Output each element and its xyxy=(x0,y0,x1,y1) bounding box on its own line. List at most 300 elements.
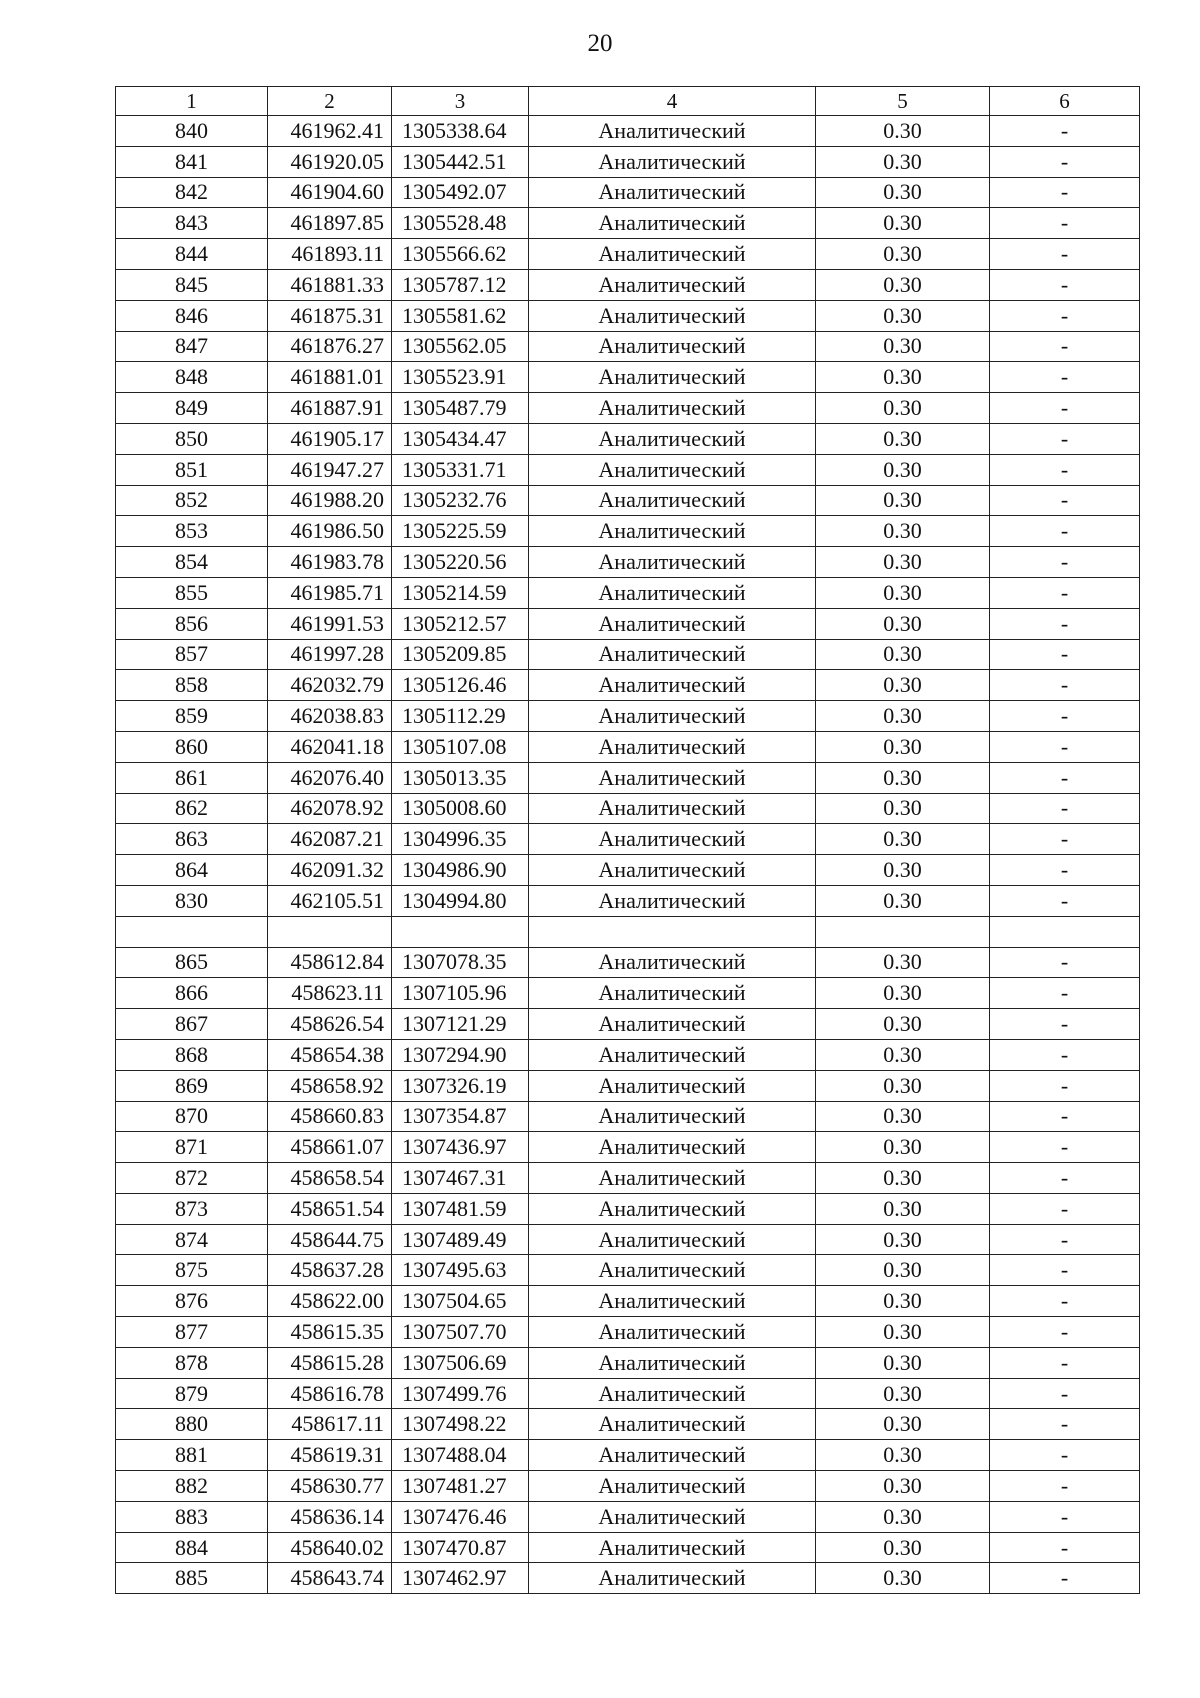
point-number-cell: 864 xyxy=(116,855,268,886)
x-coordinate-cell: 458660.83 xyxy=(268,1101,392,1132)
note-cell: - xyxy=(990,1347,1140,1378)
table-row xyxy=(116,116,1140,147)
column-header: 5 xyxy=(816,87,990,116)
y-coordinate-cell: 1305126.46 xyxy=(392,670,529,701)
table-row xyxy=(116,1163,1140,1194)
point-number-cell: 857 xyxy=(116,639,268,670)
note-cell: - xyxy=(990,208,1140,239)
x-coordinate-cell: 458615.35 xyxy=(268,1317,392,1348)
point-number-cell: 840 xyxy=(116,116,268,147)
method-cell: Аналитический xyxy=(529,516,816,547)
x-coordinate-cell: 462076.40 xyxy=(268,762,392,793)
table-row xyxy=(116,916,1140,947)
method-cell: Аналитический xyxy=(529,1193,816,1224)
x-coordinate-cell: 461897.85 xyxy=(268,208,392,239)
note-cell: - xyxy=(990,547,1140,578)
method-cell: Аналитический xyxy=(529,577,816,608)
note-cell: - xyxy=(990,1163,1140,1194)
method-cell: Аналитический xyxy=(529,1347,816,1378)
note-cell: - xyxy=(990,824,1140,855)
note-cell: - xyxy=(990,731,1140,762)
table-row xyxy=(116,1039,1140,1070)
table-row xyxy=(116,1501,1140,1532)
note-cell: - xyxy=(990,1440,1140,1471)
point-number-cell: 877 xyxy=(116,1317,268,1348)
y-coordinate-cell: 1307504.65 xyxy=(392,1286,529,1317)
column-header: 1 xyxy=(116,87,268,116)
note-cell: - xyxy=(990,146,1140,177)
x-coordinate-cell: 461905.17 xyxy=(268,423,392,454)
note-cell: - xyxy=(990,1255,1140,1286)
point-number-cell: 870 xyxy=(116,1101,268,1132)
y-coordinate-cell: 1305566.62 xyxy=(392,239,529,270)
table-row xyxy=(116,1378,1140,1409)
method-cell: Аналитический xyxy=(529,146,816,177)
method-cell: Аналитический xyxy=(529,1440,816,1471)
y-coordinate-cell: 1307294.90 xyxy=(392,1039,529,1070)
point-number-cell: 847 xyxy=(116,331,268,362)
note-cell: - xyxy=(990,1532,1140,1563)
table-row xyxy=(116,639,1140,670)
note-cell: - xyxy=(990,670,1140,701)
method-cell: Аналитический xyxy=(529,1070,816,1101)
column-header: 6 xyxy=(990,87,1140,116)
y-coordinate-cell: 1305528.48 xyxy=(392,208,529,239)
note-cell: - xyxy=(990,1378,1140,1409)
accuracy-cell: 0.30 xyxy=(816,300,990,331)
x-coordinate-cell: 461904.60 xyxy=(268,177,392,208)
x-coordinate-cell xyxy=(268,916,392,947)
point-number-cell: 851 xyxy=(116,454,268,485)
x-coordinate-cell: 458630.77 xyxy=(268,1471,392,1502)
x-coordinate-cell: 461988.20 xyxy=(268,485,392,516)
accuracy-cell: 0.30 xyxy=(816,1193,990,1224)
table-row xyxy=(116,208,1140,239)
note-cell: - xyxy=(990,1132,1140,1163)
method-cell: Аналитический xyxy=(529,177,816,208)
note-cell: - xyxy=(990,516,1140,547)
accuracy-cell: 0.30 xyxy=(816,423,990,454)
method-cell: Аналитический xyxy=(529,269,816,300)
method-cell: Аналитический xyxy=(529,331,816,362)
y-coordinate-cell: 1307470.87 xyxy=(392,1532,529,1563)
method-cell: Аналитический xyxy=(529,1317,816,1348)
table-row xyxy=(116,1532,1140,1563)
method-cell: Аналитический xyxy=(529,547,816,578)
table-row xyxy=(116,300,1140,331)
accuracy-cell: 0.30 xyxy=(816,393,990,424)
note-cell: - xyxy=(990,177,1140,208)
point-number-cell: 885 xyxy=(116,1563,268,1594)
y-coordinate-cell: 1305220.56 xyxy=(392,547,529,578)
y-coordinate-cell: 1305434.47 xyxy=(392,423,529,454)
y-coordinate-cell: 1305523.91 xyxy=(392,362,529,393)
note-cell: - xyxy=(990,1563,1140,1594)
point-number-cell: 850 xyxy=(116,423,268,454)
point-number-cell: 865 xyxy=(116,947,268,978)
note-cell: - xyxy=(990,423,1140,454)
method-cell: Аналитический xyxy=(529,1255,816,1286)
y-coordinate-cell: 1305013.35 xyxy=(392,762,529,793)
accuracy-cell: 0.30 xyxy=(816,855,990,886)
table-row xyxy=(116,269,1140,300)
accuracy-cell: 0.30 xyxy=(816,1286,990,1317)
accuracy-cell: 0.30 xyxy=(816,1009,990,1040)
y-coordinate-cell xyxy=(392,916,529,947)
method-cell: Аналитический xyxy=(529,1132,816,1163)
y-coordinate-cell: 1305209.85 xyxy=(392,639,529,670)
x-coordinate-cell: 458658.92 xyxy=(268,1070,392,1101)
table-row xyxy=(116,454,1140,485)
point-number-cell: 853 xyxy=(116,516,268,547)
point-number-cell: 861 xyxy=(116,762,268,793)
accuracy-cell: 0.30 xyxy=(816,362,990,393)
table-row xyxy=(116,1224,1140,1255)
note-cell: - xyxy=(990,701,1140,732)
table-row xyxy=(116,978,1140,1009)
point-number-cell: 876 xyxy=(116,1286,268,1317)
method-cell: Аналитический xyxy=(529,116,816,147)
x-coordinate-cell: 461962.41 xyxy=(268,116,392,147)
column-header: 4 xyxy=(529,87,816,116)
point-number-cell: 854 xyxy=(116,547,268,578)
table-row xyxy=(116,1440,1140,1471)
accuracy-cell: 0.30 xyxy=(816,1317,990,1348)
y-coordinate-cell: 1307462.97 xyxy=(392,1563,529,1594)
y-coordinate-cell: 1305232.76 xyxy=(392,485,529,516)
note-cell: - xyxy=(990,1501,1140,1532)
y-coordinate-cell: 1307326.19 xyxy=(392,1070,529,1101)
x-coordinate-cell: 461920.05 xyxy=(268,146,392,177)
table-row xyxy=(116,1009,1140,1040)
point-number-cell: 848 xyxy=(116,362,268,393)
note-cell xyxy=(990,916,1140,947)
method-cell: Аналитический xyxy=(529,1009,816,1040)
x-coordinate-cell: 458644.75 xyxy=(268,1224,392,1255)
note-cell: - xyxy=(990,454,1140,485)
accuracy-cell: 0.30 xyxy=(816,485,990,516)
method-cell: Аналитический xyxy=(529,1563,816,1594)
accuracy-cell: 0.30 xyxy=(816,577,990,608)
table-row xyxy=(116,577,1140,608)
point-number-cell: 878 xyxy=(116,1347,268,1378)
x-coordinate-cell: 461983.78 xyxy=(268,547,392,578)
x-coordinate-cell: 458651.54 xyxy=(268,1193,392,1224)
accuracy-cell: 0.30 xyxy=(816,762,990,793)
accuracy-cell: 0.30 xyxy=(816,146,990,177)
column-header: 2 xyxy=(268,87,392,116)
table-row xyxy=(116,947,1140,978)
accuracy-cell: 0.30 xyxy=(816,1039,990,1070)
page-number: 20 xyxy=(587,30,613,57)
y-coordinate-cell: 1307078.35 xyxy=(392,947,529,978)
y-coordinate-cell: 1305212.57 xyxy=(392,608,529,639)
point-number-cell: 874 xyxy=(116,1224,268,1255)
table-row xyxy=(116,1317,1140,1348)
x-coordinate-cell: 458622.00 xyxy=(268,1286,392,1317)
y-coordinate-cell: 1305562.05 xyxy=(392,331,529,362)
method-cell: Аналитический xyxy=(529,885,816,916)
y-coordinate-cell: 1307436.97 xyxy=(392,1132,529,1163)
point-number-cell: 881 xyxy=(116,1440,268,1471)
point-number-cell: 856 xyxy=(116,608,268,639)
x-coordinate-cell: 462087.21 xyxy=(268,824,392,855)
x-coordinate-cell: 458626.54 xyxy=(268,1009,392,1040)
point-number-cell: 882 xyxy=(116,1471,268,1502)
accuracy-cell: 0.30 xyxy=(816,177,990,208)
y-coordinate-cell: 1305112.29 xyxy=(392,701,529,732)
x-coordinate-cell: 461947.27 xyxy=(268,454,392,485)
point-number-cell: 880 xyxy=(116,1409,268,1440)
accuracy-cell: 0.30 xyxy=(816,1163,990,1194)
table-row xyxy=(116,855,1140,886)
y-coordinate-cell: 1307495.63 xyxy=(392,1255,529,1286)
point-number-cell: 867 xyxy=(116,1009,268,1040)
y-coordinate-cell: 1305492.07 xyxy=(392,177,529,208)
table-row xyxy=(116,177,1140,208)
method-cell: Аналитический xyxy=(529,485,816,516)
method-cell: Аналитический xyxy=(529,393,816,424)
point-number-cell: 862 xyxy=(116,793,268,824)
y-coordinate-cell: 1307481.59 xyxy=(392,1193,529,1224)
point-number-cell: 845 xyxy=(116,269,268,300)
note-cell: - xyxy=(990,393,1140,424)
y-coordinate-cell: 1304986.90 xyxy=(392,855,529,886)
table-row xyxy=(116,1132,1140,1163)
point-number-cell: 873 xyxy=(116,1193,268,1224)
accuracy-cell: 0.30 xyxy=(816,1471,990,1502)
table-row xyxy=(116,731,1140,762)
accuracy-cell: 0.30 xyxy=(816,824,990,855)
accuracy-cell: 0.30 xyxy=(816,1440,990,1471)
note-cell: - xyxy=(990,1101,1140,1132)
x-coordinate-cell: 461986.50 xyxy=(268,516,392,547)
accuracy-cell: 0.30 xyxy=(816,947,990,978)
method-cell: Аналитический xyxy=(529,1378,816,1409)
x-coordinate-cell: 458643.74 xyxy=(268,1563,392,1594)
table-row xyxy=(116,393,1140,424)
note-cell: - xyxy=(990,608,1140,639)
x-coordinate-cell: 458636.14 xyxy=(268,1501,392,1532)
table-row xyxy=(116,1101,1140,1132)
table-row xyxy=(116,608,1140,639)
method-cell: Аналитический xyxy=(529,423,816,454)
x-coordinate-cell: 461991.53 xyxy=(268,608,392,639)
accuracy-cell: 0.30 xyxy=(816,670,990,701)
accuracy-cell: 0.30 xyxy=(816,731,990,762)
y-coordinate-cell: 1305225.59 xyxy=(392,516,529,547)
accuracy-cell: 0.30 xyxy=(816,1532,990,1563)
point-number-cell: 884 xyxy=(116,1532,268,1563)
x-coordinate-cell: 458658.54 xyxy=(268,1163,392,1194)
method-cell: Аналитический xyxy=(529,639,816,670)
method-cell: Аналитический xyxy=(529,731,816,762)
y-coordinate-cell: 1305214.59 xyxy=(392,577,529,608)
accuracy-cell: 0.30 xyxy=(816,239,990,270)
note-cell: - xyxy=(990,1409,1140,1440)
y-coordinate-cell: 1305338.64 xyxy=(392,116,529,147)
point-number-cell: 860 xyxy=(116,731,268,762)
note-cell: - xyxy=(990,1286,1140,1317)
point-number-cell: 843 xyxy=(116,208,268,239)
point-number-cell: 858 xyxy=(116,670,268,701)
y-coordinate-cell: 1307467.31 xyxy=(392,1163,529,1194)
method-cell: Аналитический xyxy=(529,793,816,824)
y-coordinate-cell: 1305008.60 xyxy=(392,793,529,824)
note-cell: - xyxy=(990,762,1140,793)
y-coordinate-cell: 1307481.27 xyxy=(392,1471,529,1502)
point-number-cell: 844 xyxy=(116,239,268,270)
table-row xyxy=(116,331,1140,362)
accuracy-cell: 0.30 xyxy=(816,1563,990,1594)
x-coordinate-cell: 462041.18 xyxy=(268,731,392,762)
x-coordinate-cell: 462078.92 xyxy=(268,793,392,824)
x-coordinate-cell: 458615.28 xyxy=(268,1347,392,1378)
table-row xyxy=(116,485,1140,516)
note-cell: - xyxy=(990,269,1140,300)
note-cell: - xyxy=(990,947,1140,978)
point-number-cell: 872 xyxy=(116,1163,268,1194)
x-coordinate-cell: 462038.83 xyxy=(268,701,392,732)
accuracy-cell: 0.30 xyxy=(816,1224,990,1255)
method-cell: Аналитический xyxy=(529,701,816,732)
method-cell: Аналитический xyxy=(529,824,816,855)
method-cell: Аналитический xyxy=(529,1224,816,1255)
y-coordinate-cell: 1307499.76 xyxy=(392,1378,529,1409)
accuracy-cell: 0.30 xyxy=(816,1132,990,1163)
note-cell: - xyxy=(990,116,1140,147)
table-row xyxy=(116,1286,1140,1317)
x-coordinate-cell: 461985.71 xyxy=(268,577,392,608)
point-number-cell: 841 xyxy=(116,146,268,177)
note-cell: - xyxy=(990,577,1140,608)
table-row xyxy=(116,1563,1140,1594)
note-cell: - xyxy=(990,300,1140,331)
x-coordinate-cell: 462032.79 xyxy=(268,670,392,701)
note-cell: - xyxy=(990,362,1140,393)
x-coordinate-cell: 462105.51 xyxy=(268,885,392,916)
y-coordinate-cell: 1307506.69 xyxy=(392,1347,529,1378)
y-coordinate-cell: 1304994.80 xyxy=(392,885,529,916)
method-cell: Аналитический xyxy=(529,1501,816,1532)
y-coordinate-cell: 1305581.62 xyxy=(392,300,529,331)
y-coordinate-cell: 1305107.08 xyxy=(392,731,529,762)
x-coordinate-cell: 458623.11 xyxy=(268,978,392,1009)
method-cell: Аналитический xyxy=(529,208,816,239)
y-coordinate-cell: 1305442.51 xyxy=(392,146,529,177)
method-cell: Аналитический xyxy=(529,855,816,886)
y-coordinate-cell: 1307121.29 xyxy=(392,1009,529,1040)
note-cell: - xyxy=(990,855,1140,886)
table-row xyxy=(116,423,1140,454)
table-row xyxy=(116,1347,1140,1378)
accuracy-cell: 0.30 xyxy=(816,978,990,1009)
x-coordinate-cell: 461997.28 xyxy=(268,639,392,670)
x-coordinate-cell: 458612.84 xyxy=(268,947,392,978)
y-coordinate-cell: 1307488.04 xyxy=(392,1440,529,1471)
point-number-cell: 863 xyxy=(116,824,268,855)
coordinates-table xyxy=(115,86,1140,1594)
accuracy-cell: 0.30 xyxy=(816,639,990,670)
table-row xyxy=(116,824,1140,855)
accuracy-cell: 0.30 xyxy=(816,793,990,824)
y-coordinate-cell: 1305487.79 xyxy=(392,393,529,424)
accuracy-cell: 0.30 xyxy=(816,1255,990,1286)
accuracy-cell: 0.30 xyxy=(816,1347,990,1378)
point-number-cell: 866 xyxy=(116,978,268,1009)
method-cell: Аналитический xyxy=(529,947,816,978)
method-cell: Аналитический xyxy=(529,1039,816,1070)
accuracy-cell: 0.30 xyxy=(816,1101,990,1132)
accuracy-cell: 0.30 xyxy=(816,547,990,578)
x-coordinate-cell: 458661.07 xyxy=(268,1132,392,1163)
x-coordinate-cell: 461881.01 xyxy=(268,362,392,393)
accuracy-cell: 0.30 xyxy=(816,1070,990,1101)
note-cell: - xyxy=(990,485,1140,516)
method-cell: Аналитический xyxy=(529,1163,816,1194)
y-coordinate-cell: 1307489.49 xyxy=(392,1224,529,1255)
table-row xyxy=(116,1255,1140,1286)
note-cell: - xyxy=(990,1070,1140,1101)
method-cell: Аналитический xyxy=(529,239,816,270)
point-number-cell: 868 xyxy=(116,1039,268,1070)
table-row xyxy=(116,701,1140,732)
point-number-cell: 859 xyxy=(116,701,268,732)
point-number-cell: 842 xyxy=(116,177,268,208)
point-number-cell: 883 xyxy=(116,1501,268,1532)
accuracy-cell: 0.30 xyxy=(816,454,990,485)
point-number-cell: 875 xyxy=(116,1255,268,1286)
note-cell: - xyxy=(990,1317,1140,1348)
table-row xyxy=(116,1471,1140,1502)
table-row xyxy=(116,362,1140,393)
table-row xyxy=(116,670,1140,701)
table-row xyxy=(116,516,1140,547)
note-cell: - xyxy=(990,331,1140,362)
table-row xyxy=(116,547,1140,578)
table-body xyxy=(116,116,1140,1594)
accuracy-cell: 0.30 xyxy=(816,1378,990,1409)
accuracy-cell: 0.30 xyxy=(816,701,990,732)
method-cell xyxy=(529,916,816,947)
method-cell: Аналитический xyxy=(529,1532,816,1563)
accuracy-cell xyxy=(816,916,990,947)
x-coordinate-cell: 458616.78 xyxy=(268,1378,392,1409)
x-coordinate-cell: 461887.91 xyxy=(268,393,392,424)
table-row xyxy=(116,793,1140,824)
note-cell: - xyxy=(990,978,1140,1009)
point-number-cell: 879 xyxy=(116,1378,268,1409)
x-coordinate-cell: 458654.38 xyxy=(268,1039,392,1070)
x-coordinate-cell: 461881.33 xyxy=(268,269,392,300)
y-coordinate-cell: 1307476.46 xyxy=(392,1501,529,1532)
x-coordinate-cell: 458640.02 xyxy=(268,1532,392,1563)
table-row xyxy=(116,239,1140,270)
note-cell: - xyxy=(990,1193,1140,1224)
table-row xyxy=(116,762,1140,793)
y-coordinate-cell: 1307105.96 xyxy=(392,978,529,1009)
table-header-row xyxy=(116,87,1140,116)
y-coordinate-cell: 1304996.35 xyxy=(392,824,529,855)
y-coordinate-cell: 1305787.12 xyxy=(392,269,529,300)
note-cell: - xyxy=(990,639,1140,670)
accuracy-cell: 0.30 xyxy=(816,516,990,547)
x-coordinate-cell: 458637.28 xyxy=(268,1255,392,1286)
y-coordinate-cell: 1307498.22 xyxy=(392,1409,529,1440)
point-number-cell: 830 xyxy=(116,885,268,916)
accuracy-cell: 0.30 xyxy=(816,885,990,916)
note-cell: - xyxy=(990,885,1140,916)
